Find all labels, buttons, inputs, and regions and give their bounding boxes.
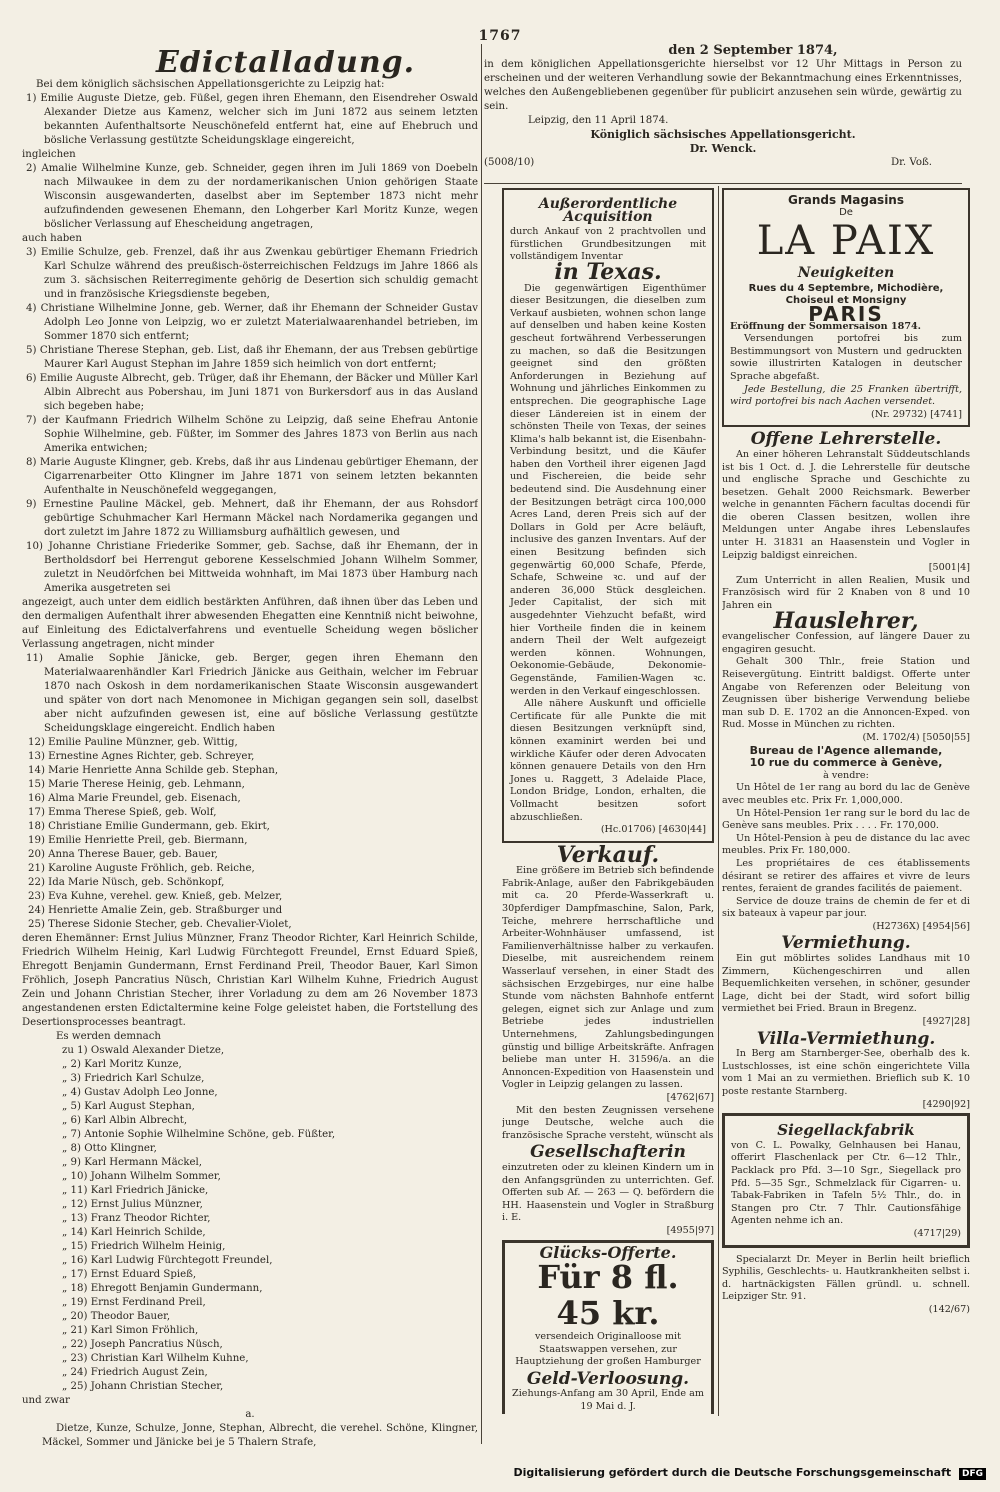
ad-text: Versendungen portofrei bis zum Bestimmungsort von Mustern und gedruckten sowie illustrirten Katalogen in deutscher Sprache abgefaßt.: [730, 333, 962, 382]
page-number: 1767: [478, 28, 522, 44]
ad-text: Jede Bestellung, die 25 Franken übertrifft, wird portofrei bis nach Aachen versendet.: [730, 383, 962, 408]
credit-text: Digitalisierung gefördert durch die Deutsche Forschungsgemeinschaft: [513, 1466, 952, 1479]
list-item: 6) Emilie Auguste Albrecht, geb. Trüger, daß ihr Ehemann, der Bäcker und Müller Karl Albin Albrecht aus Pobershau, im Juni 1871 von Burkersdorf aus in das Ausland sich begeben habe;: [26, 373, 478, 412]
place-date: Leipzig, den 11 April 1874.: [528, 115, 669, 126]
paragraph: Dietze, Kunze, Schulze, Jonne, Stephan, Albrecht, die verehel. Schöne, Klingner, Mäckel, Sommer und Jänicke bei je 5 Thalern Strafe,: [42, 1423, 478, 1448]
list-item: 25) Therese Sidonie Stecher, geb. Chevalier-Violet,: [28, 919, 292, 930]
connector-text: auch haben: [22, 233, 82, 244]
notice-continuation: [484, 44, 962, 170]
ad-heading: Außerordentliche Acquisition: [538, 196, 678, 225]
list-item: 4) Christiane Wilhelmine Jonne, geb. Werner, daß ihr Ehemann der Schneider Gustav Adolph Leo Jonne von Leipzig, wo er zuletzt Materialwaarenhandel betrieben, im Sommer 1870 sich entfernt;: [26, 303, 478, 342]
ad-text: In Berg am Starnberger-See, oberhalb des k. Lustschlosses, ist eine schön eingerichtete Villa vom 1 Mai an zu vermiethen. Brieflich sub K. 10 poste restante Starnberg.: [722, 1048, 970, 1097]
column-divider: [481, 44, 482, 1444]
reference-code: (4717|29): [913, 1227, 961, 1239]
ad-text: Alle nähere Auskunft und officielle Certificate für alle Punkte die mit diesen Besitzungen verknüpft sind, können examinirt werden bei und wirkliche Käufer oder deren Advocaten können genauere Details von den Hrn Jones u. Raggett, 3 Adelaide Place, London Bridge, London, erhalten, die Vollmacht besitzen sofort abzuschließen.: [510, 698, 706, 823]
ad-text: Die gegenwärtigen Eigenthümer dieser Besitzungen, die dieselben zum Verkauf ausbieten, wohnen schon lange auf denselben und haben keine Kosten gescheut fortwährend Verbesserungen zu machen, so daß die Besitzungen geeignet sind den größten Anforderungen in Beziehung auf Wohnung und jährliches Einkommen zu entsprechen. Die geographische Lage dieser Ländereien ist in einem der schönsten Theile von Texas, der seines Klima's halb bekannt ist, die Eisenbahn-Verbindung besitzt, und die Käufer haben den Vortheil ihrer eigenen Jagd und Fischereien, die beide sehr bedeutend sind. Die Ausdehnung einer der Besitzungen beträgt circa 100,000 Acres Land, deren Preis sich auf der Dollars in Gold per Acre beläuft, inclusive des ganzen Inventars. Auf der einen Besitzung befinden sich gegenwärtig 60,000 Schafe, Pferde, Schafe, Schweine ꝛc. und auf der anderen 36,000 Stück desgleichen. Jeder Capitalist, der sich mit ausgedehnter Viehzucht befaßt, wird hier Vortheile finden die in keinem andern Theil der Welt aufgezeigt werden können. Wohnungen, Oekonomie-Gebäude, Dekonomie-Gegenstände, Familien-Wagen ꝛc. werden in den Verkauf eingeschlossen.: [510, 282, 706, 697]
section-divider: [484, 183, 962, 184]
list-item: „ 20) Theodor Bauer,: [62, 1311, 171, 1322]
ad-title: Villa-Vermiethung.: [756, 1028, 936, 1049]
ad-text: Mit den besten Zeugnissen versehene junge Deutsche, welche auch die französische Sprache versteht, wünscht als: [502, 1104, 714, 1141]
ad-title: Offene Lehrerstelle.: [750, 429, 942, 450]
reference-code: (H2736X) [4954|56]: [872, 920, 970, 932]
reference-code: [4927|28]: [922, 1016, 970, 1028]
ad-siegellack: [722, 1113, 970, 1247]
ad-text: Gehalt 300 Thlr., freie Station und Reisevergütung. Eintritt baldigst. Offerte unter Angabe von Referenzen oder Beleitung von Zeugnissen über bisherige Verwendung beliebe man sub D. E. 1702 an die Annoncen-Exped. von Rud. Mosse in München zu richten.: [722, 656, 970, 731]
ad-heading: Glücks-Offerte.: [539, 1242, 677, 1262]
ad-verkauf: [502, 841, 714, 1105]
page-title: Edictalladung.: [156, 50, 416, 80]
paragraph: deren Ehemänner: Ernst Julius Münzner, Franz Theodor Richter, Karl Heinrich Schilde, Friedrich Wilhelm Heinig, Karl Ludwig Fürchtegott Freundel, Ernst Eduard Spieß, Ehregott Benjamin Gundermann, Ernst Ferdinand Preil, Theodor Bauer, Karl Simon Fröhlich, Joseph Pancratius Nüsch, Christian Karl Wilhelm Kuhne, Friedrich August Zein und Johann Christian Stecher, ihrer Vorladung zu dem am 26 November 1873 angestandenen ersten Edictaltermine keine Folge geleistet haben, die Fortstellung des Desertionsprocesses beantragt.: [22, 933, 478, 1028]
list-item: „ 11) Karl Friedrich Jänicke,: [62, 1185, 209, 1196]
reference-code: [5001|4]: [928, 562, 970, 574]
ad-dr-meyer: [722, 1254, 970, 1317]
list-item: „ 21) Karl Simon Fröhlich,: [62, 1325, 199, 1336]
address-line: Rues du 4 Septembre, Michodière,: [748, 282, 944, 294]
reference-code: [4762|67]: [666, 1091, 714, 1103]
brand-title: LA PAIX: [756, 218, 936, 265]
column-divider: [718, 186, 719, 1416]
intro-text: Bei dem königlich sächsischen Appellationsgerichte zu Leipzig hat:: [36, 79, 385, 90]
list-item: „ 6) Karl Albin Albrecht,: [62, 1115, 188, 1126]
list-item: 14) Marie Henriette Anna Schilde geb. Stephan,: [28, 765, 279, 776]
ad-text: versendeich Originalloose mit Staatswappen versehen, zur Hauptziehung der großen Hamburger: [515, 1331, 701, 1368]
list-item: „ 16) Karl Ludwig Fürchtegott Freundel,: [62, 1255, 273, 1266]
list-item: „ 5) Karl August Stephan,: [62, 1101, 195, 1112]
list-item: 18) Christiane Emilie Gundermann, geb. Ekirt,: [28, 821, 270, 832]
list-item: „ 17) Ernst Eduard Spieß,: [62, 1269, 197, 1280]
list-item: 19) Emilie Henriette Preil, geb. Biermann,: [28, 835, 248, 846]
ad-text: einzutreten oder zu kleinen Kindern um in den Anfangsgründen zu unterrichten. Gef. Offerten sub Af. — 263 — Q. befördern die HH. Haasenstein und Vogler in Straßburg i. E.: [502, 1161, 714, 1224]
list-item: „ 7) Antonie Sophie Wilhelmine Schöne, geb. Füßter,: [62, 1129, 336, 1140]
reference-code: (Nr. 29732) [4741]: [871, 408, 962, 420]
ad-title: Geld-Verloosung.: [526, 1368, 690, 1389]
digitization-credit: [513, 1466, 986, 1480]
list-item: „ 8) Otto Klingner,: [62, 1143, 157, 1154]
list-item: „ 23) Christian Karl Wilhelm Kuhne,: [62, 1353, 249, 1364]
ad-title: Verkauf.: [556, 841, 660, 868]
list-item: 16) Alma Marie Freundel, geb. Eisenach,: [28, 793, 241, 804]
list-item: 17) Emma Therese Spieß, geb. Wolf,: [28, 807, 217, 818]
ad-text: durch Ankauf von 2 prachtvollen und fürstlichen Grundbesitzungen mit vollständigem Inventar: [510, 226, 706, 263]
ad-text: à vendre:: [823, 769, 869, 781]
ads-column-right: [722, 186, 970, 1418]
reference-code: [4955|97]: [666, 1224, 714, 1236]
list-item: 13) Ernestine Agnes Richter, geb. Schreyer,: [28, 751, 255, 762]
list-item: 20) Anna Therese Bauer, geb. Bauer,: [28, 849, 218, 860]
list-item: „ 4) Gustav Adolph Leo Jonne,: [62, 1087, 218, 1098]
list-item: 22) Ida Marie Nüsch, geb. Schönkopf,: [28, 877, 225, 888]
city-name: PARIS: [808, 301, 884, 326]
ad-text: An einer höheren Lehranstalt Süddeutschlands ist bis 1 Oct. d. J. die Lehrerstelle für deutsche und englische Sprache und Geschichte zu besetzen. Gehalt 2000 Reichsmark. Bewerber welche in genannten Fächern facultas docendi für die oberen Classen besitzen, wollen ihre Meldungen unter Angabe ihres Lebenslaufes unter H. 31831 an Haasenstein und Vogler in Leipzig baldigst einreichen.: [722, 448, 970, 561]
ad-text: Un Hôtel-Pension 1er rang sur le bord du lac de Genève sans meubles. Prix . . . . Fr. 170,000.: [722, 807, 970, 832]
list-item: „ 12) Ernst Julius Münzner,: [62, 1199, 203, 1210]
ad-title: Siegellackfabrik: [777, 1121, 915, 1140]
ad-text: von C. L. Powalky, Gelnhausen bei Hanau, offerirt Flaschenlack per Ctr. 6—12 Thlr., Packlack pro Pfd. 3—10 Sgr., Siegellack pro Pfd. 5—35 Sgr., Schmelzlack für Cigarren- u. Tabak-Fabriken in Tafeln 5½ Thlr., do. in Stangen pro Ctr. 7 Thlr. Cautionsfähige Agenten nehme ich an.: [731, 1139, 961, 1227]
ad-bureau-geneve: [722, 745, 970, 934]
list-item: „ 15) Friedrich Wilhelm Heinig,: [62, 1241, 226, 1252]
ad-villa: [722, 1028, 970, 1112]
ad-la-paix: [722, 188, 970, 427]
list-item: „ 18) Ehregott Benjamin Gundermann,: [62, 1283, 263, 1294]
list-item: 9) Ernestine Pauline Mäckel, geb. Mehnert, daß ihr Ehemann, der aus Rohsdorf gebürtige Schuhmacher Karl Hermann Mäckel nach Nordamerika gegangen und dort zuletzt im Jahre 1872 zu Williamsburg aufhältlich gewesen, und: [26, 499, 478, 538]
list-item: 10) Johanne Christiane Friederike Sommer, geb. Sachse, daß ihr Ehemann, der in Bertholdsdorf bei Herrengut geborene Kesselschmied Johann Wilhelm Sommer, zuletzt in Neudörfchen bei Mittweida wohnhaft, im Mai 1873 über Hamburg nach Amerika ausgetreten sei: [26, 541, 478, 594]
ad-heading: Grands Magasins: [788, 193, 904, 207]
ad-price: Für 8 fl. 45 kr.: [537, 1258, 679, 1333]
list-item: „ 24) Friedrich August Zein,: [62, 1367, 208, 1378]
ad-heading: De: [839, 206, 853, 218]
ad-text: Eröffnung der Sommersaison 1874.: [730, 320, 922, 332]
connector-text: ingleichen: [22, 149, 76, 160]
signature: Dr. Voß.: [891, 157, 932, 168]
address-line: Choiseul et Monsigny: [785, 295, 907, 307]
ad-heading: Bureau de l'Agence allemande,: [749, 743, 943, 757]
list-item: „ 10) Johann Wilhelm Sommer,: [62, 1171, 221, 1182]
list-item: 8) Marie Auguste Klingner, geb. Krebs, daß ihr aus Lindenau gebürtiger Ehemann, der Cigarrenarbeiter Otto Klingner im Jahre 1871 von seinem letzten bekannten Aufenthalte in Neuschönefeld weggegangen,: [26, 457, 478, 496]
list-item: 21) Karoline Auguste Fröhlich, geb. Reiche,: [28, 863, 255, 874]
list-item: „ 13) Franz Theodor Richter,: [62, 1213, 211, 1224]
ad-texas: [502, 188, 714, 843]
list-item: 2) Amalie Wilhelmine Kunze, geb. Schneider, gegen ihren im Juli 1869 von Doebeln nach Milwaukee in dem zu der nordamerikanischen Union gehörigen Staate Wisconsin ausgewanderten, daselbst aber im September 1873 nicht mehr aufzufindenden gewesenen Ehemann, den Lohgerber Karl Moritz Kunze, wegen böslicher Verlassung auf Ehescheidung angetragen,: [26, 163, 478, 230]
ad-lehrerstelle: [722, 429, 970, 575]
reference-code: (Hc.01706) [4630|44]: [600, 824, 706, 836]
ad-text: Zum Unterricht in allen Realien, Musik und Französisch wird für 2 Knaben von 8 und 10 Jahren ein: [722, 574, 970, 612]
list-item: „ 9) Karl Hermann Mäckel,: [62, 1157, 203, 1168]
list-item: „ 25) Johann Christian Stecher,: [62, 1381, 224, 1392]
ad-text: evangelischer Confession, auf längere Dauer zu engagiren gesucht.: [722, 631, 970, 655]
ad-text: Ein gut möblirtes solides Landhaus mit 10 Zimmern, Küchengeschirren und allen Bequemlichkeiten versehen, in schöner, gesunder Lage, dicht bei der Stadt, wird sofort billig vermiethet bei Fried. Braun in Bregenz.: [722, 953, 970, 1015]
list-item: 23) Eva Kuhne, verehel. gew. Knieß, geb. Melzer,: [28, 891, 283, 902]
label-a: a.: [245, 1409, 255, 1420]
ad-text: Specialarzt Dr. Meyer in Berlin heilt brieflich Syphilis, Geschlechts- u. Hautkrankheiten selbst i. d. hartnäckigsten Fällen gründl. u. schnell. Leipziger Str. 91.: [722, 1253, 970, 1303]
ad-gluecks-offerte: [502, 1240, 714, 1415]
court-name: Königlich sächsisches Appellationsgericht.: [590, 128, 856, 141]
ad-text: Eine größere im Betrieb sich befindende Fabrik-Anlage, außer den Fabrikgebäuden mit ca. 20 Pferde-Wasserkraft u. 30pferdiger Dampfmaschine, Salon, Park, Teiche, mehrere herrschaftliche und Arbeiter-Wohnhäuser umfassend, ist Familienverhältnisse halber zu verkaufen. Dieselbe, mit ausreichendem reinem Wasserlauf versehen, in einer Stadt des sächsischen Erzgebirges, nur eine halbe Stunde vom nächsten Bahnhofe entfernt gelegen, eignet sich zur Anlage und zum Betriebe jedes industriellen Unternehmens, Zahlungsbedingungen günstig und billige Arbeitskräfte. Anfragen beliebe man unter H. 31596/a. an die Annoncen-Expedition von Haasenstein und Vogler in Leipzig gelangen zu lassen.: [502, 865, 714, 1091]
connector-text: und zwar: [22, 1395, 70, 1406]
list-item: 3) Emilie Schulze, geb. Frenzel, daß ihr aus Zwenkau gebürtiger Ehemann Friedrich Karl Schulze während des preußisch-österreichischen Feldzugs im Jahre 1866 als zum 3. sächsischen Reiterregimente gehörig de Desertion sich schuldig gemacht und in französische Kriegsdienste begeben,: [26, 247, 478, 300]
reference-code: (M. 1702/4) [5050|55]: [862, 731, 970, 743]
list-item: „ 2) Karl Moritz Kunze,: [62, 1059, 182, 1070]
ad-text: Ziehungs-Anfang am 30 April, Ende am 19 Mai d. J.: [512, 1388, 704, 1413]
list-item: 11) Amalie Sophie Jänicke, geb. Berger, gegen ihren Ehemann den Materialwaarenhändler Karl Friedrich Jänicke aus Geithain, welcher im Februar 1870 nach Oskosh in dem nordamerikanischen Staate Wisconsin ausgewandert und später von dort nach Menomonee in Michigan gegangen sein soll, daselbst aber nicht aufzufinden gewesen ist, eine auf bösliche Verlassung gestützte Scheidungsklage eingereicht. Endlich haben: [26, 653, 478, 734]
connector-text: Es werden demnach: [56, 1031, 161, 1042]
ad-text: Service de douze trains de chemin de fer et di six bateaux à vapeur par jour.: [722, 895, 970, 920]
ad-heading: 10 rue du commerce à Genève,: [749, 756, 943, 770]
ad-text: Un Hôtel de 1er rang au bord du lac de Genève avec meubles etc. Prix Fr. 1,000,000.: [722, 782, 970, 806]
hearing-date: den 2 September 1874,: [668, 44, 838, 58]
ad-title: in Texas.: [554, 258, 662, 285]
ad-text: Un Hôtel-Pension à peu de distance du lac avec meubles. Prix Fr. 180,000.: [722, 832, 970, 857]
list-item: „ 3) Friedrich Karl Schulze,: [62, 1073, 205, 1084]
edictal-column: [22, 50, 478, 1450]
ad-gesellschafterin: [502, 1105, 714, 1238]
ad-vermiethung: [722, 933, 970, 1028]
ad-title: Hauslehrer,: [773, 607, 919, 634]
paragraph: angezeigt, auch unter dem eidlich bestärkten Anführen, daß ihnen über das Leben und den dermaligen Aufenthalt ihrer abwesenden Ehegatten eine Kenntniß nicht beiwohne, auf Einleitung des Edictalverfahrens und eventuelle Scheidung wegen böslicher Verlassung angetragen, nicht minder: [22, 597, 478, 650]
list-item: „ 14) Karl Heinrich Schilde,: [62, 1227, 206, 1238]
list-item: 15) Marie Therese Heinig, geb. Lehmann,: [28, 779, 245, 790]
signature: Dr. Wenck.: [689, 142, 757, 155]
list-item: zu 1) Oswald Alexander Dietze,: [62, 1045, 225, 1056]
dfg-logo: DFG: [959, 1468, 986, 1480]
list-item: 12) Emilie Pauline Münzner, geb. Wittig,: [28, 737, 238, 748]
list-item: 5) Christiane Therese Stephan, geb. List, daß ihr Ehemann, der aus Trebsen gebürtige Maurer Karl August Stephan im Jahre 1859 sich heimlich von dort entfernt;: [26, 345, 478, 370]
reference-code: (142/67): [928, 1303, 970, 1315]
list-item: „ 22) Joseph Pancratius Nüsch,: [62, 1339, 223, 1350]
list-item: 7) der Kaufmann Friedrich Wilhelm Schöne zu Leipzig, daß seine Ehefrau Antonie Sophie Wilhelmine, geb. Füßter, im Sommer des Jahres 1873 von Berlin aus nach Amerika entwichen;: [26, 415, 478, 454]
ad-title: Gesellschafterin: [530, 1142, 686, 1163]
ad-subtitle: Neuigkeiten: [797, 265, 895, 282]
paragraph: in dem königlichen Appellationsgerichte hierselbst vor 12 Uhr Mittags in Person zu erscheinen und der weiteren Verhandlung sowie der Bekanntmachung eines Erkenntnisses, welches den Außengebliebenen gegenüber für publicirt anzusehen sein würde, gewärtig zu sein.: [484, 59, 962, 112]
reference-code: [4290|92]: [922, 1098, 970, 1110]
list-item: „ 19) Ernst Ferdinand Preil,: [62, 1297, 206, 1308]
ad-title: Vermiethung.: [781, 933, 911, 954]
list-item: 24) Henriette Amalie Zein, geb. Straßburger und: [28, 905, 283, 916]
ad-hauslehrer: [722, 575, 970, 745]
list-item: 1) Emilie Auguste Dietze, geb. Füßel, gegen ihren Ehemann, den Eisendreher Oswald Alexander Dietze aus Kamenz, welcher sich im Juni 1872 aus seinem letzten bekannten Aufenthaltsorte Neuschönefeld entfernt hat, eine auf Ehebruch und bösliche Verlassung gestützte Scheidungsklage eingereicht,: [26, 93, 478, 146]
ads-column-left: [502, 186, 714, 1414]
reference-code: (5008/10): [484, 157, 535, 168]
ad-text: Les propriétaires de ces établissements désirant se retirer des affaires et vivre de leurs rentes, feraient de grandes facilités de paiement.: [722, 857, 970, 895]
